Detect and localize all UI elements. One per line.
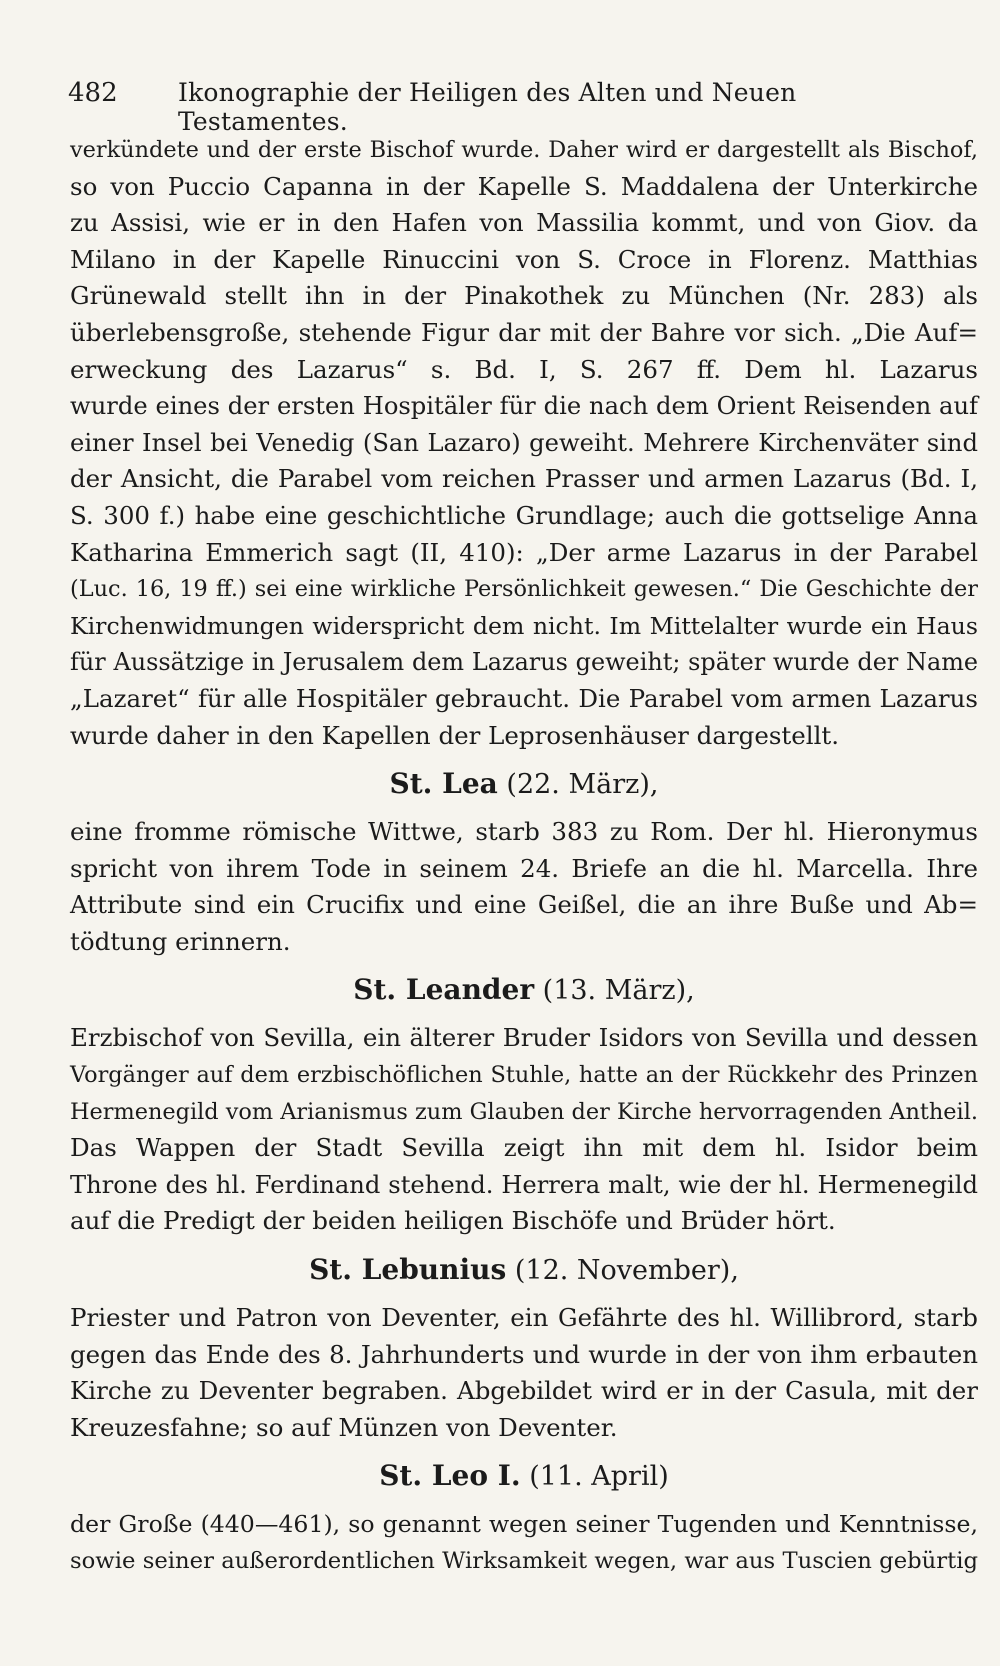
text-line: spricht von ihrem Tode in seinem 24. Briefe an die hl. Marcella. Ihre bbox=[70, 853, 978, 883]
saint-name: St. Leo I. bbox=[379, 1459, 521, 1493]
page-body bbox=[70, 132, 978, 1580]
text-line: Kreuzesfahne; so auf Münzen von Deventer. bbox=[70, 1412, 618, 1442]
feast-date: (22. März), bbox=[506, 769, 659, 801]
text-line: Priester und Patron von Deventer, ein Gefährte des hl. Willibrord, starb bbox=[70, 1303, 978, 1333]
feast-date: (11. April) bbox=[529, 1461, 669, 1493]
entry-heading bbox=[70, 1446, 978, 1506]
text-line: Milano in der Kapelle Rinuccini von S. Croce in Florenz. Matthias bbox=[70, 244, 978, 274]
page-header bbox=[68, 78, 930, 136]
text-line: verkündete und der erste Bischof wurde. Daher wird er dargestellt als Bischof, bbox=[70, 137, 978, 163]
section-st-lea bbox=[70, 754, 978, 960]
entry-heading bbox=[70, 960, 978, 1020]
feast-date: (12. November), bbox=[514, 1255, 739, 1287]
saint-name: St. Leander bbox=[353, 973, 535, 1007]
running-title: Ikonographie der Heiligen des Alten und Neuen Testamentes. bbox=[178, 78, 797, 136]
text-line: Kirche zu Deventer begraben. Abgebildet wird er in der Casula, mit der bbox=[70, 1376, 978, 1406]
text-line: Katharina Emmerich sagt (II, 410): „Der arme Lazarus in der Parabel bbox=[70, 537, 978, 567]
text-line: überlebensgroße, stehende Figur dar mit der Bahre vor sich. „Die Auf= bbox=[70, 317, 978, 347]
entry-heading bbox=[70, 754, 978, 814]
text-line: Erzbischof von Sevilla, ein älterer Bruder Isidors von Sevilla und dessen bbox=[70, 1023, 978, 1053]
text-line: wurde daher in den Kapellen der Leprosenhäuser dargestellt. bbox=[70, 720, 840, 750]
text-line: Attribute sind ein Crucifix und eine Geißel, die an ihre Buße und Ab= bbox=[70, 890, 978, 920]
text-line: zu Assisi, wie er in den Hafen von Massilia kommt, und von Giov. da bbox=[70, 208, 978, 238]
text-line: Kirchenwidmungen widerspricht dem nicht. Im Mittelalter wurde ein Haus bbox=[70, 611, 978, 640]
section-st-lebunius bbox=[70, 1240, 978, 1446]
text-line: gegen das Ende des 8. Jahrhunderts und wurde in der von ihm erbauten bbox=[70, 1339, 978, 1369]
text-line: Vorgänger auf dem erzbischöflichen Stuhle, hatte an der Rückkehr des Prinzen bbox=[70, 1062, 978, 1089]
text-line: sowie seiner außerordentlichen Wirksamkeit wegen, war aus Tuscien gebürtig bbox=[70, 1548, 978, 1574]
text-line: Grünewald stellt ihn in der Pinakothek zu München (Nr. 283) als bbox=[70, 281, 978, 311]
section-st-leo-i bbox=[70, 1446, 978, 1579]
section-lazarus-continuation bbox=[70, 132, 978, 754]
text-line: für Aussätzige in Jerusalem dem Lazarus geweiht; später wurde der Name bbox=[70, 648, 978, 677]
section-st-leander bbox=[70, 960, 978, 1240]
text-line: auf die Predigt der beiden heiligen Bischöfe und Brüder hört. bbox=[70, 1206, 836, 1236]
text-line: Hermenegild vom Arianismus zum Glauben der Kirche hervorragenden Antheil. bbox=[70, 1098, 978, 1125]
saint-name: St. Lea bbox=[389, 767, 498, 801]
text-line: der Ansicht, die Parabel vom reichen Prasser und armen Lazarus (Bd. I, bbox=[70, 464, 978, 494]
saint-name: St. Lebunius bbox=[309, 1253, 507, 1287]
text-line: einer Insel bei Venedig (San Lazaro) geweiht. Mehrere Kirchenväter sind bbox=[70, 428, 978, 457]
text-line: S. 300 f.) habe eine geschichtliche Grundlage; auch die gottselige Anna bbox=[70, 500, 978, 530]
text-line: so von Puccio Capanna in der Kapelle S. Maddalena der Unterkirche bbox=[70, 171, 978, 201]
feast-date: (13. März), bbox=[542, 975, 695, 1007]
text-line: eine fromme römische Wittwe, starb 383 zu Rom. Der hl. Hieronymus bbox=[70, 817, 978, 847]
text-line: (Luc. 16, 19 ff.) sei eine wirkliche Persönlichkeit gewesen.“ Die Geschichte der bbox=[70, 576, 978, 603]
text-line: Das Wappen der Stadt Sevilla zeigt ihn mit dem hl. Isidor beim bbox=[70, 1133, 978, 1163]
text-line: erweckung des Lazarus“ s. Bd. I, S. 267 ff. Dem hl. Lazarus bbox=[70, 354, 978, 384]
page-number: 482 bbox=[68, 78, 118, 108]
text-line: Throne des hl. Ferdinand stehend. Herrera malt, wie der hl. Hermenegild bbox=[70, 1170, 978, 1199]
text-line: „Lazaret“ für alle Hospitäler gebraucht. Die Parabel vom armen Lazarus bbox=[70, 683, 978, 713]
text-line: tödtung erinnern. bbox=[70, 926, 291, 956]
text-line: der Große (440—461), so genannt wegen seiner Tugenden und Kenntnisse, bbox=[70, 1510, 978, 1539]
text-line: wurde eines der ersten Hospitäler für die nach dem Orient Reisenden auf bbox=[70, 392, 978, 421]
entry-heading bbox=[70, 1240, 978, 1300]
